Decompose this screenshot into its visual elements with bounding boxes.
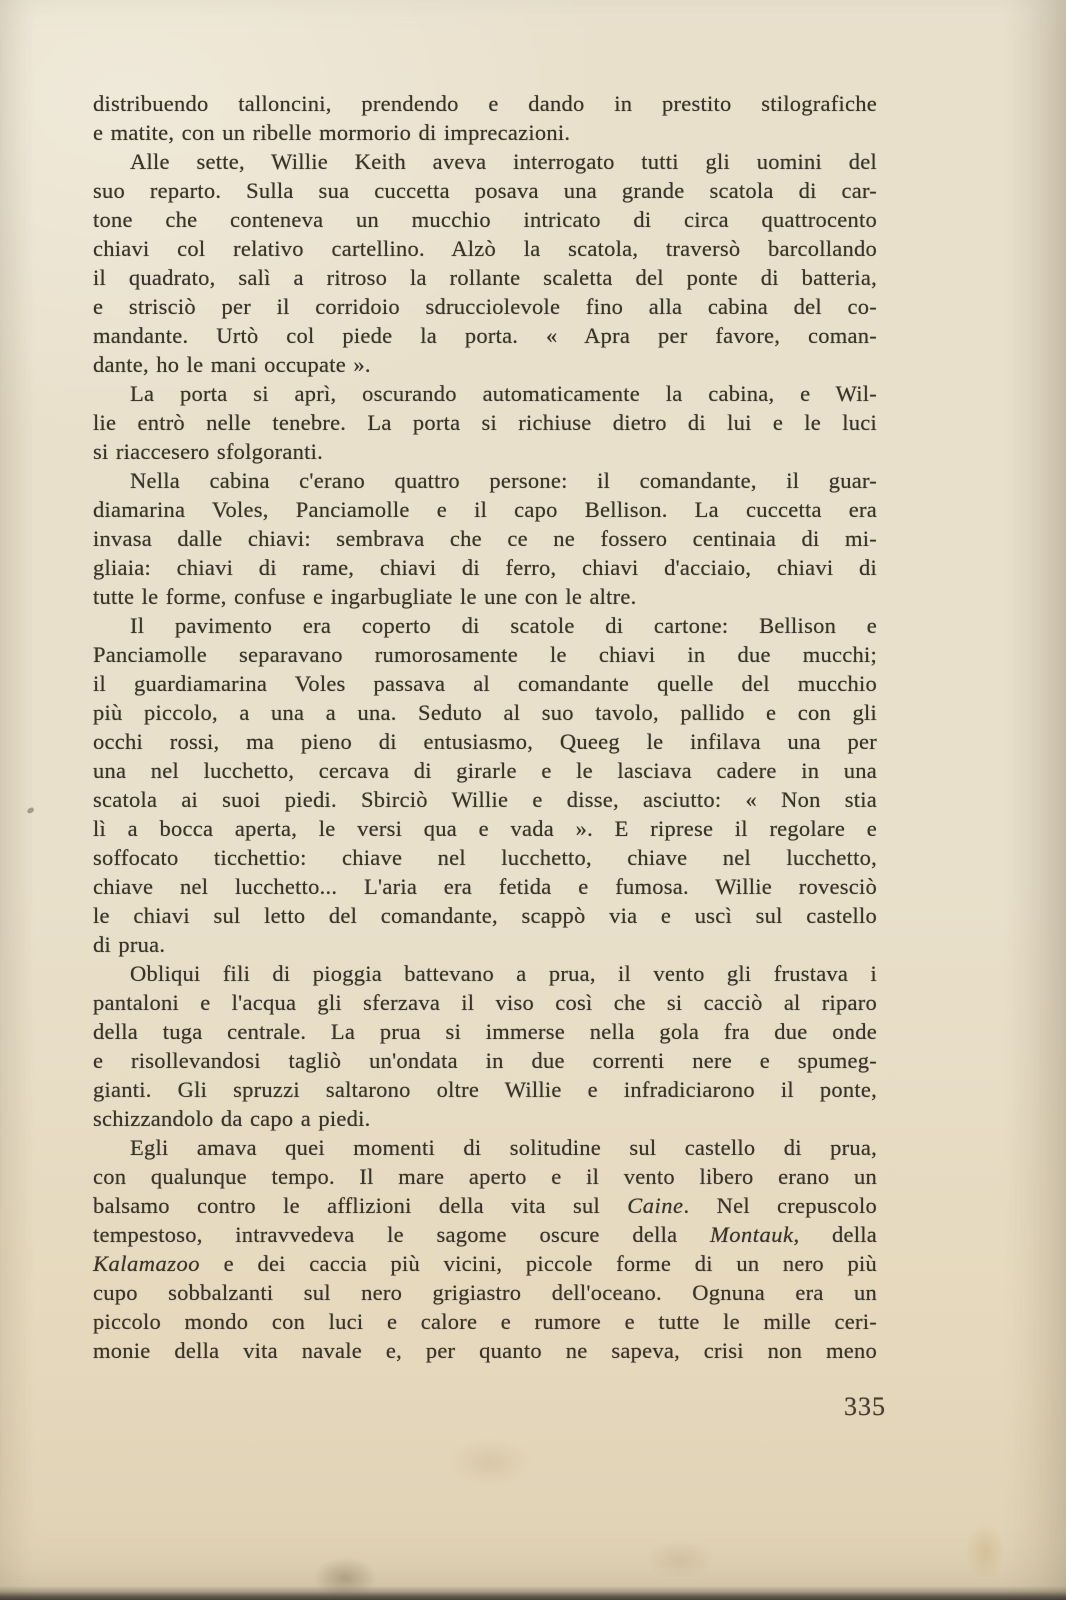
text-line: lì a bocca aperta, le versi qua e vada ». E riprese il regolare e [93,816,877,841]
text-line: diamarina Voles, Panciamolle e il capo Bellison. La cuccetta era [93,497,877,522]
text-line: balsamo contro le afflizioni della vita sul Caine. Nel crepuscolo [93,1193,878,1218]
ship-name-italic: Kalamazoo [93,1251,201,1276]
text-line: Egli amava quei momenti di solitudine sul castello di prua, [130,1135,877,1160]
margin-speck [26,807,34,814]
text-line: gliaia: chiavi di rame, chiavi di ferro, chiavi d'acciaio, chiavi di [93,555,877,580]
text-line: distribuendo talloncini, prendendo e dando in prestito stilografiche [93,91,877,116]
text-line: si riaccesero sfolgoranti. [93,439,324,464]
text-line: e risollevandosi tagliò un'ondata in due correnti nere e spumeg- [93,1048,877,1073]
paragraph [93,89,877,147]
text-line: Alle sette, Willie Keith aveva interrogato tutti gli uomini del [130,149,877,174]
paragraph [93,611,877,959]
paragraph [93,147,877,379]
text-line: pantaloni e l'acqua gli sferzava il viso così che si cacciò al riparo [93,990,877,1015]
text-line: schizzandolo da capo a piedi. [93,1106,371,1131]
text-line: La porta si aprì, oscurando automaticamente la cabina, e Wil- [130,381,877,406]
ship-name-italic: Caine [627,1193,684,1218]
text-line: Kalamazoo e dei caccia più vicini, piccole forme di un nero più [93,1251,877,1276]
text-line: più piccolo, a una a una. Seduto al suo tavolo, pallido e con gli [93,700,877,725]
text-line: il guardiamarina Voles passava al comandante quelle del mucchio [93,671,877,696]
page-bottom-edge-shadow [0,1586,1066,1600]
text-line: della tuga centrale. La prua si immerse nella gola fra due onde [93,1019,877,1044]
ship-name-italic: Montauk [709,1222,794,1247]
text-line: cupo sobbalzanti sul nero grigiastro dell'oceano. Ognuna era un [93,1280,877,1305]
text-line: gianti. Gli spruzzi saltarono oltre Willie e infradiciarono il ponte, [93,1077,877,1102]
text-line: di prua. [93,932,166,957]
text-line: chiavi col relativo cartellino. Alzò la scatola, traversò barcollando [93,236,877,261]
text-line: tutte le forme, confuse e ingarbugliate le une con le altre. [93,584,637,609]
text-line: Obliqui fili di pioggia battevano a prua, il vento gli frustava i [130,961,877,986]
paragraph [93,959,877,1133]
text-line: una nel lucchetto, cercava di girarle e le lasciava cadere in una [93,758,877,783]
text-line: soffocato ticchettio: chiave nel lucchetto, chiave nel lucchetto, [93,845,877,870]
text-line: dante, ho le mani occupate ». [93,352,371,377]
text-line: chiave nel lucchetto... L'aria era fetida e fumosa. Willie rovesciò [93,874,877,899]
text-line: scatola ai suoi piedi. Sbirciò Willie e disse, asciutto: « Non stia [93,787,877,812]
text-line: mandante. Urtò col piede la porta. « Apra per favore, coman- [93,323,877,348]
page-number: 335 [844,1392,886,1421]
text-line: con qualunque tempo. Il mare aperto e il vento libero erano un [93,1164,877,1189]
text-line: monie della vita navale e, per quanto ne sapeva, crisi non meno [93,1338,877,1363]
text-line: il quadrato, salì a ritroso la rollante scaletta del ponte di batteria, [93,265,877,290]
text-line: e matite, con un ribelle mormorio di imprecazioni. [93,120,571,145]
paragraph [93,1133,877,1365]
text-line: occhi rossi, ma pieno di entusiasmo, Queeg le infilava una per [93,729,877,754]
text-line: suo reparto. Sulla sua cuccetta posava una grande scatola di car- [93,178,877,203]
text-line: le chiavi sul letto del comandante, scappò via e uscì sul castello [93,903,877,928]
paragraph [93,379,877,466]
text-line: Panciamolle separavano rumorosamente le chiavi in due mucchi; [93,642,877,667]
text-line: tempestoso, intravvedeva le sagome oscure della Montauk, della [93,1222,877,1247]
paragraph [93,466,877,611]
text-line: Nella cabina c'erano quattro persone: il comandante, il guar- [130,468,877,493]
text-line: piccolo mondo con luci e calore e rumore e tutte le mille ceri- [93,1309,877,1334]
text-line: Il pavimento era coperto di scatole di cartone: Bellison e [130,613,877,638]
text-line: lie entrò nelle tenebre. La porta si richiuse dietro di lui e le luci [93,410,877,435]
text-line: e strisciò per il corridoio sdrucciolevole fino alla cabina del co- [93,294,877,319]
text-line: invasa dalle chiavi: sembrava che ce ne fossero centinaia di mi- [93,526,877,551]
text-line: tone che conteneva un mucchio intricato di circa quattrocento [93,207,877,232]
text-block [93,89,877,1365]
